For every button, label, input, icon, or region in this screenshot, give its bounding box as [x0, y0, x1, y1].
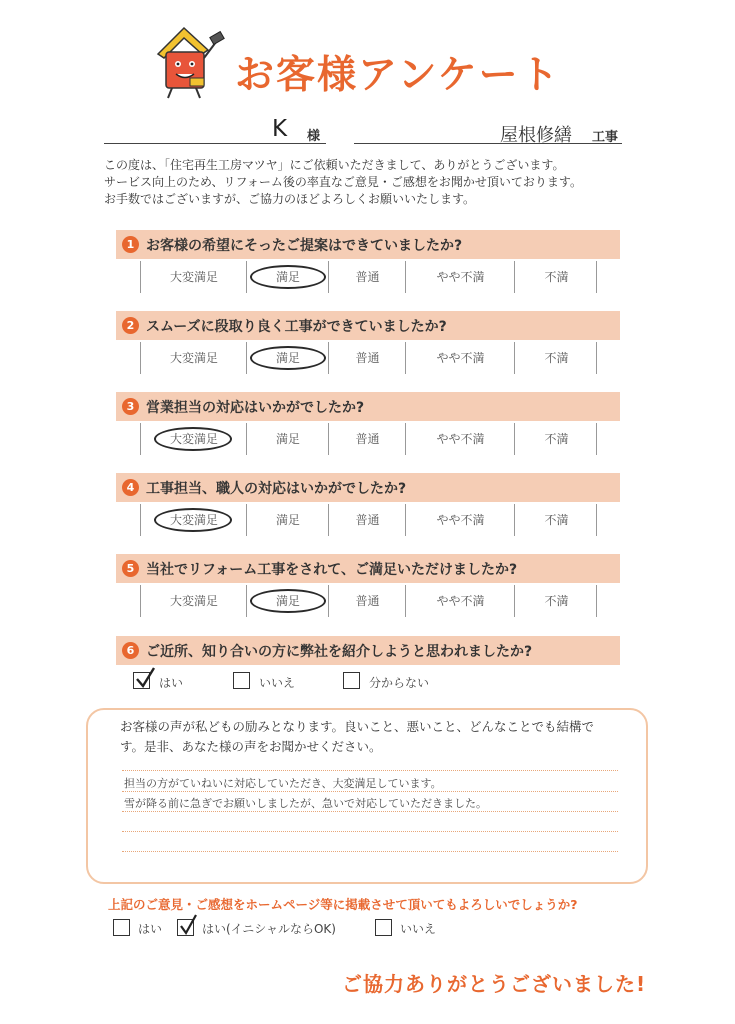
cell-divider: [596, 342, 597, 374]
consent-label-no: いいえ: [400, 922, 437, 936]
dotted-line: [122, 811, 618, 812]
rating-options-4: [140, 504, 597, 536]
rating-options-3: [140, 423, 597, 455]
dotted-line: [122, 791, 618, 792]
selected-circle: [154, 427, 232, 451]
rating-option[interactable]: 普通: [328, 342, 406, 374]
customer-honorific: 様: [307, 129, 321, 144]
consent-checkbox-yes[interactable]: [113, 919, 130, 936]
q6-label-no: いいえ: [259, 676, 296, 690]
cell-divider: [596, 423, 597, 455]
rating-option[interactable]: 満足: [246, 342, 329, 374]
rating-option[interactable]: やや不満: [405, 423, 515, 455]
rating-options-1: [140, 261, 597, 293]
cell-divider: [596, 585, 597, 617]
voice-prompt-line: す。是非、あなた様の声をお聞かせください。: [120, 739, 382, 754]
dotted-line: [122, 851, 618, 852]
q6-checkbox-unsure[interactable]: [343, 672, 360, 689]
consent-checkbox-no[interactable]: [375, 919, 392, 936]
voice-answer-line: 雪が降る前に急ぎでお願いしましたが、急いで対応していただきました。: [124, 797, 487, 810]
consent-options: [113, 916, 473, 940]
selected-circle: [250, 346, 326, 370]
question-bar-2: [116, 311, 620, 340]
dotted-line: [122, 770, 618, 771]
intro-text: [104, 157, 582, 208]
checkmark-icon: [134, 666, 156, 690]
checkmark-icon: [178, 913, 198, 937]
rating-options-2: [140, 342, 597, 374]
rating-option[interactable]: 満足: [246, 585, 329, 617]
rating-option[interactable]: 満足: [246, 423, 329, 455]
rating-option[interactable]: 満足: [246, 504, 329, 536]
rating-option[interactable]: 不満: [514, 504, 598, 536]
question-number: 2: [122, 317, 139, 334]
question-text: スムーズに段取り良く工事ができていましたか?: [146, 319, 447, 335]
customer-name-line: [104, 143, 326, 144]
question-bar-3: [116, 392, 620, 421]
rating-option[interactable]: 大変満足: [140, 342, 247, 374]
rating-option[interactable]: 普通: [328, 423, 406, 455]
rating-option[interactable]: 不満: [514, 423, 598, 455]
question-text: ご近所、知り合いの方に弊社を紹介しようと思われましたか?: [146, 644, 533, 660]
dotted-line: [122, 831, 618, 832]
work-name-line: [354, 143, 622, 144]
question-number: 1: [122, 236, 139, 253]
rating-option[interactable]: 大変満足: [140, 423, 247, 455]
consent-question: 上記のご意見・ご感想をホームページ等に掲載させて頂いてもよろしいでしょうか?: [108, 897, 578, 912]
rating-options-5: [140, 585, 597, 617]
question-text: 当社でリフォーム工事をされて、ご満足いただけましたか?: [146, 562, 518, 578]
rating-option[interactable]: 不満: [514, 342, 598, 374]
question-bar-6: [116, 636, 620, 665]
question-bar-1: [116, 230, 620, 259]
rating-option[interactable]: 大変満足: [140, 504, 247, 536]
intro-line: お手数ではございますが、ご協力のほどよろしくお願いいたします。: [104, 192, 476, 206]
intro-line: サービス向上のため、リフォーム後の率直なご意見・ご感想をお聞かせ頂いております。: [104, 175, 582, 189]
rating-option[interactable]: 普通: [328, 585, 406, 617]
rating-option[interactable]: やや不満: [405, 585, 515, 617]
rating-option[interactable]: 普通: [328, 504, 406, 536]
cell-divider: [596, 504, 597, 536]
rating-option[interactable]: やや不満: [405, 504, 515, 536]
rating-option[interactable]: 普通: [328, 261, 406, 293]
question-number: 5: [122, 560, 139, 577]
cell-divider: [596, 261, 597, 293]
q6-label-yes: はい: [159, 676, 184, 690]
rating-option[interactable]: 不満: [514, 261, 598, 293]
question-number: 4: [122, 479, 139, 496]
question-text: 工事担当、職人の対応はいかがでしたか?: [146, 481, 407, 497]
q6-label-unsure: 分からない: [369, 676, 430, 690]
intro-line: この度は、「住宅再生工房マツヤ」にご依頼いただきまして、ありがとうございます。: [104, 158, 565, 172]
voice-prompt: [120, 717, 620, 757]
rating-option[interactable]: 大変満足: [140, 585, 247, 617]
q6-checkbox-no[interactable]: [233, 672, 250, 689]
question-bar-5: [116, 554, 620, 583]
thanks-message: ご協力ありがとうございました!: [342, 972, 647, 996]
selected-circle: [250, 265, 326, 289]
rating-option[interactable]: やや不満: [405, 342, 515, 374]
consent-label-initials: はい(イニシャルならOK): [202, 922, 336, 936]
customer-name: K: [272, 116, 288, 142]
question-text: 営業担当の対応はいかがでしたか?: [146, 400, 365, 416]
question-number: 3: [122, 398, 139, 415]
consent-label-yes: はい: [138, 922, 163, 936]
question-text: お客様の希望にそったご提案はできていましたか?: [146, 238, 463, 254]
work-name: 屋根修繕: [500, 125, 572, 146]
selected-circle: [154, 508, 232, 532]
question-number: 6: [122, 642, 139, 659]
voice-prompt-line: お客様の声が私どもの励みとなります。良いこと、悪いこと、どんなことでも結構で: [120, 719, 595, 734]
rating-option[interactable]: 大変満足: [140, 261, 247, 293]
rating-option[interactable]: 不満: [514, 585, 598, 617]
rating-option[interactable]: やや不満: [405, 261, 515, 293]
rating-option[interactable]: 満足: [246, 261, 329, 293]
voice-answer-line: 担当の方がていねいに対応していただき、大変満足しています。: [124, 777, 442, 790]
selected-circle: [250, 589, 326, 613]
mascot-logo: [152, 24, 228, 104]
question-bar-4: [116, 473, 620, 502]
page-title: お客様アンケート: [235, 53, 561, 98]
work-suffix: 工事: [592, 130, 619, 145]
